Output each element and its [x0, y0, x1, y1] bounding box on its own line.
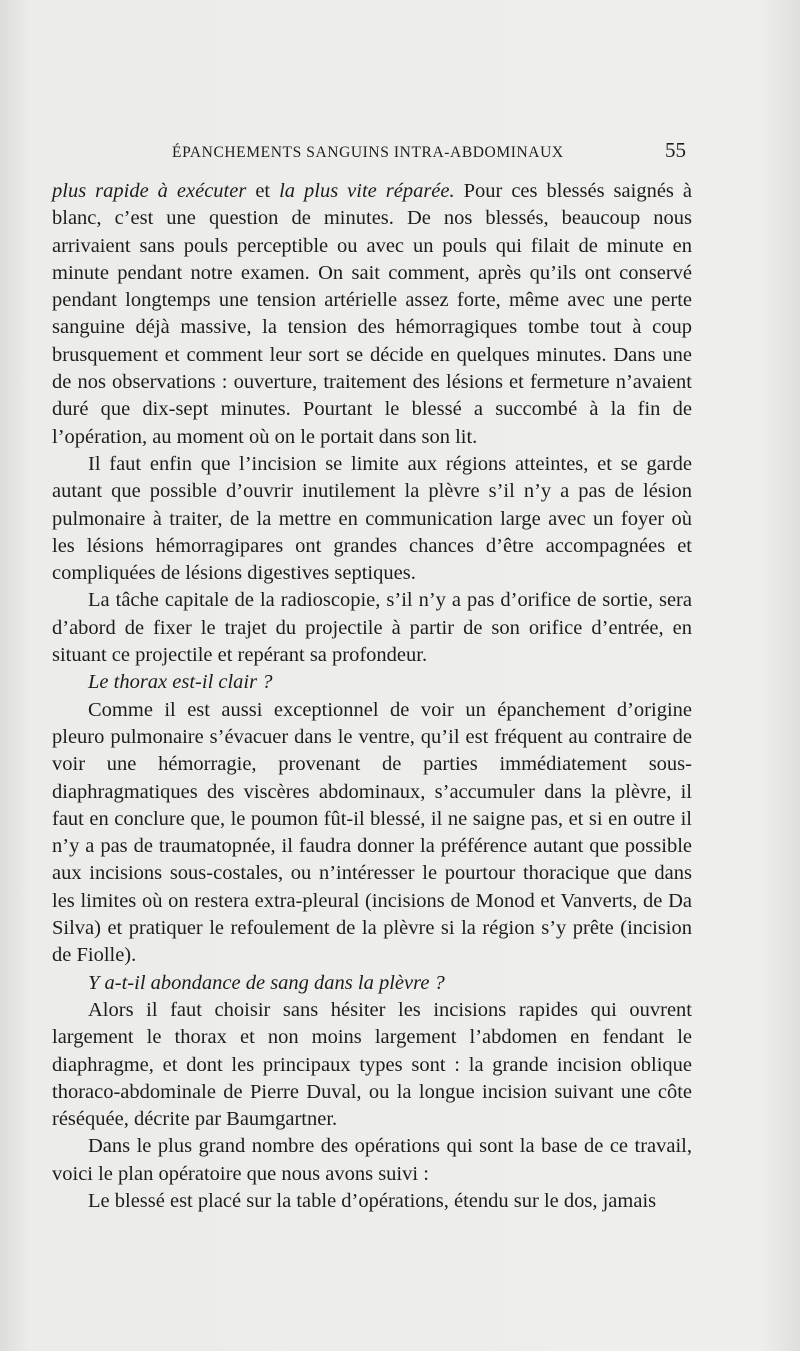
paragraph-text: et [246, 180, 280, 202]
paragraph [52, 178, 692, 451]
page-number: 55 [665, 138, 686, 162]
running-title: ÉPANCHEMENTS SANGUINS INTRA-ABDOMINAUX [172, 144, 564, 161]
page-header [52, 138, 688, 168]
emphasis-text: la plus vite réparée. [279, 180, 455, 202]
question-heading: Y a-t-il abondance de sang dans la plèvre ? [88, 971, 445, 994]
body-text [52, 178, 692, 1215]
paragraph: Dans le plus grand nombre des opérations qui sont la base de ce travail, voici le plan opératoire que nous avons suivi : [52, 1135, 692, 1185]
question-heading: Le thorax est-il clair ? [88, 671, 273, 694]
paragraph: La tâche capitale de la radioscopie, s’il n’y a pas d’orifice de sortie, sera d’abord de fixer le trajet du projectile à partir de son orifice d’entrée, en situant ce projectile et repérant sa profondeur. [52, 589, 692, 667]
emphasis-text: plus rapide à exécuter [52, 180, 247, 202]
paragraph-text: Pour ces blessés saignés à blanc, c’est une question de minutes. De nos blessés, beaucoup nous arrivaient sans pouls perceptible ou avec un pouls qui filait de minute en minute pendant notre examen. On sait comment, après qu’ils ont conservé pendant longtemps une tension artérielle assez forte, même avec une perte sanguine déjà massive, la tension des hémorragiques tombe tout à coup brusquement et comment leur sort se décide en quelques minutes. Dans une de nos observations : ouverture, traitement des lésions et fermeture n’avaient duré que dix-sept minutes. Pourtant le blessé a succombé à la fin de l’opération, au moment où on le portait dans son lit. [52, 180, 692, 448]
paragraph: Il faut enfin que l’incision se limite aux régions atteintes, et se garde autant que possible d’ouvrir inutilement la plèvre s’il n’y a pas de lésion pulmonaire à traiter, de la mettre en communication large avec un foyer où les lésions hémorragipares ont grandes chances d’être accompagnées et compliquées de lésions digestives septiques. [52, 452, 692, 585]
paragraph: Alors il faut choisir sans hésiter les incisions rapides qui ouvrent largement le thorax et non moins largement l’abdomen en fendant le diaphragme, et dont les principaux types sont : la grande incision oblique thoraco-abdominale de Pierre Duval, ou la longue incision suivant une côte réséquée, décrite par Baumgartner. [52, 998, 692, 1131]
paragraph: Le blessé est placé sur la table d’opérations, étendu sur le dos, jamais [88, 1189, 657, 1212]
paragraph: Comme il est aussi exceptionnel de voir un épanchement d’origine pleuro pulmonaire s’évacuer dans le ventre, qu’il est fréquent au contraire de voir une hémorragie, provenant de parties immédiatement sous-diaphragmatiques des viscères abdominaux, s’accumuler dans la plèvre, il faut en conclure que, le poumon fût-il blessé, il ne saigne pas, et si en outre il n’y a pas de traumatopnée, il faudra donner la préférence autant que possible aux incisions sous-costales, ou n’intéresser le pourtour thoracique que dans les limites où on restera extra-pleural (incisions de Monod et Vanverts, de Da Silva) et pratiquer le refoulement de la plèvre si la région s’y prête (incision de Fiolle). [52, 698, 692, 967]
